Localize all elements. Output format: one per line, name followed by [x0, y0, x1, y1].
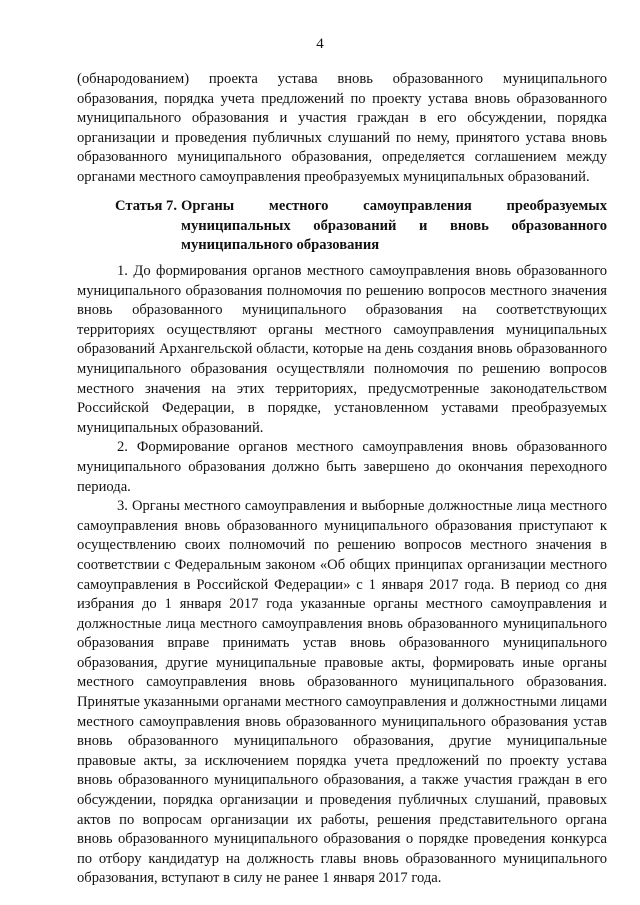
article-heading: [115, 197, 607, 256]
page-number: 4: [316, 36, 324, 52]
lead-text-block: [77, 70, 607, 188]
paragraph-2: 2. Формирование органов местного самоуправления вновь образованного муниципального образования должно быть завершено до окончания переходного периода.: [77, 439, 607, 495]
article-label: Статья 7.: [115, 198, 177, 214]
article-body: [77, 262, 607, 889]
paragraph-1: 1. До формирования органов местного самоуправления вновь образованного муниципального образования полномочия по решению вопросов местного значения вновь образованного муниципального образования на соответствующих территориях осуществляют органы местного самоуправления муниципальных образований Архангельской области, которые на день создания вновь образованного муниципального образования осуществляли полномочия по решению вопросов местного значения на этих территориях, предусмотренные законодательством Российской Федерации, в порядке, установленном уставами преобразуемых муниципальных образований.: [77, 263, 607, 436]
lead-paragraph: (обнародованием) проекта устава вновь образованного муниципального образования, порядка учета предложений по проекту устава вновь образованного муниципального образования и участия граждан в его обсуждении, порядка организации и проведения публичных слушаний по нему, принятого устава вновь образованного муниципального образования, определяется соглашением между органами местного самоуправления преобразуемых муниципальных образований.: [77, 71, 607, 185]
article-title: Органы местного самоуправления преобразуемых муниципальных образований и вновь образованного муниципального образования: [181, 198, 607, 254]
paragraph-3: 3. Органы местного самоуправления и выборные должностные лица местного самоуправления вновь образованного муниципального образования приступают к осуществлению своих полномочий по решению вопросов местного значения в соответствии с Федеральным законом «Об общих принципах организации местного самоуправления в Российской Федерации» с 1 января 2017 года. В период со дня избрания до 1 января 2017 года указанные органы местного самоуправления и должностные лица местного самоуправления вновь образованного муниципального образования вправе принимать устав вновь образованного муниципального образования, другие муниципальные правовые акты, формировать иные органы местного самоуправления вновь образованного муниципального образования. Принятые указанными органами местного самоуправления и должностными лицами местного самоуправления вновь образованного муниципального образования устав вновь образованного муниципального образования, другие муниципальные правовые акты, за исключением порядка учета предложений по проекту устава вновь образованного муниципального образования, а также участия граждан в его обсуждении, порядка организации и проведения публичных слушаний, правовых актов по вопросам организации их работы, решения представительного органа вновь образованного муниципального образования о порядке проведения конкурса по отбору кандидатур на должность главы вновь образованного муниципального образования, вступают в силу не ранее 1 января 2017 года.: [77, 498, 607, 887]
